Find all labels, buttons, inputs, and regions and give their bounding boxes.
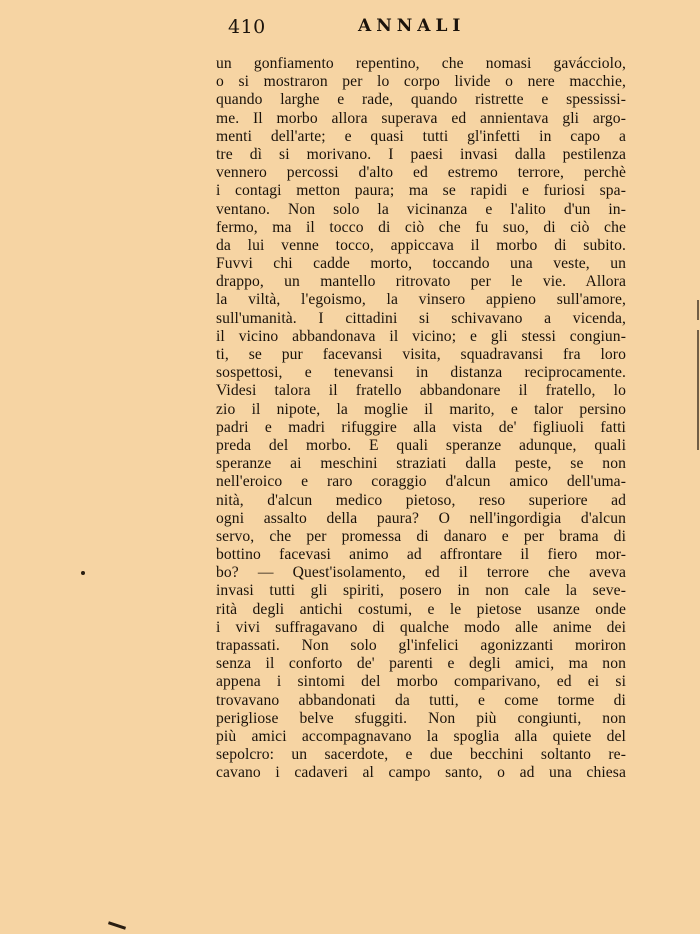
margin-rule (697, 300, 699, 320)
text-line: sospettosi, e tenevansi in distanza reciprocamente. (216, 364, 626, 382)
text-line: bo? — Quest'isolamento, ed il terrore che aveva (216, 564, 626, 582)
text-line: senza il conforto de' parenti e degli amici, ma non (216, 655, 626, 673)
text-line: speranze ai meschini straziati dalla peste, se non (216, 455, 626, 473)
text-line: menti dell'arte; e quasi tutti gl'infetti in capo a (216, 127, 626, 145)
text-line: Fuvvi chi cadde morto, toccando una veste, un (216, 255, 626, 273)
text-line: padri e madri rifuggire alla vista de' figliuoli fatti (216, 418, 626, 436)
text-line: più amici accompagnavano la spoglia alla quiete del (216, 727, 626, 745)
body-text (216, 55, 626, 783)
text-line: vennero percossi d'alto ed estremo terrore, perchè (216, 164, 626, 182)
text-line: da lui venne tocco, appiccava il morbo di subito. (216, 236, 626, 254)
text-line: bottino facevasi animo ad affrontare il fiero mor- (216, 546, 626, 564)
text-line: la viltà, l'egoismo, la vinsero appieno sull'amore, (216, 291, 626, 309)
text-line: o si mostraron per lo corpo livide o nere macchie, (216, 73, 626, 91)
running-title: ANNALI (358, 16, 466, 36)
text-line: nità, d'alcun medico pietoso, reso superiore ad (216, 491, 626, 509)
text-line: sepolcro: un sacerdote, e due becchini soltanto re- (216, 746, 626, 764)
text-line: il vicino abbandonava il vicino; e gli stessi congiun- (216, 327, 626, 345)
text-line: quando larghe e rade, quando ristrette e spessissi- (216, 91, 626, 109)
text-line: Videsi talora il fratello abbandonare il fratello, lo (216, 382, 626, 400)
text-line: nell'eroico e raro coraggio d'alcun amico dell'uma- (216, 473, 626, 491)
text-line: ventano. Non solo la vicinanza e l'alito d'un in- (216, 200, 626, 218)
text-line: sull'umanità. I cittadini si schivavano a vicenda, (216, 309, 626, 327)
page-number: 410 (228, 16, 266, 38)
text-line: trovavano abbandonati da tutti, e come torme di (216, 691, 626, 709)
text-line: trapassati. Non solo gl'infelici agonizzanti moriron (216, 637, 626, 654)
text-line: servo, che per promessa di danaro e per brama di (216, 527, 626, 545)
text-line: drappo, un mantello ritrovato per le vie. Allora (216, 273, 626, 291)
text-line: i contagi metton paura; ma se rapidi e furiosi spa- (216, 182, 626, 200)
margin-rule (697, 330, 699, 450)
text-line: perigliose belve sfuggiti. Non più congiunti, non (216, 709, 626, 727)
text-line: ogni assalto della paura? O nell'ingordigia d'alcun (216, 509, 626, 527)
text-line: rità degli antichi costumi, e le pietose usanze onde (216, 600, 626, 618)
text-line: un gonfiamento repentino, che nomasi gavácciolo, (216, 55, 626, 72)
text-line: fermo, ma il tocco di ciò che fu suo, di ciò che (216, 218, 626, 236)
text-line: i vivi suffragavano di qualche modo alle anime dei (216, 618, 626, 636)
text-line: ti, se pur facevansi visita, squadravansi fra loro (216, 346, 626, 363)
page-header (228, 14, 468, 44)
corner-mark (108, 921, 126, 929)
text-line: invasi tutti gli spiriti, posero in non cale la seve- (216, 582, 626, 600)
text-line: tre dì si morivano. I paesi invasi dalla pestilenza (216, 145, 626, 163)
ink-speck (81, 571, 85, 575)
text-line: appena i sintomi del morbo comparivano, ed ei si (216, 673, 626, 691)
text-line: zio il nipote, la moglie il marito, e talor persino (216, 400, 626, 418)
text-line: cavano i cadaveri al campo santo, o ad una chiesa (216, 764, 626, 782)
text-line: me. Il morbo allora superava ed annientava gli argo- (216, 109, 626, 127)
text-line: preda del morbo. E quali speranze adunque, quali (216, 436, 626, 454)
